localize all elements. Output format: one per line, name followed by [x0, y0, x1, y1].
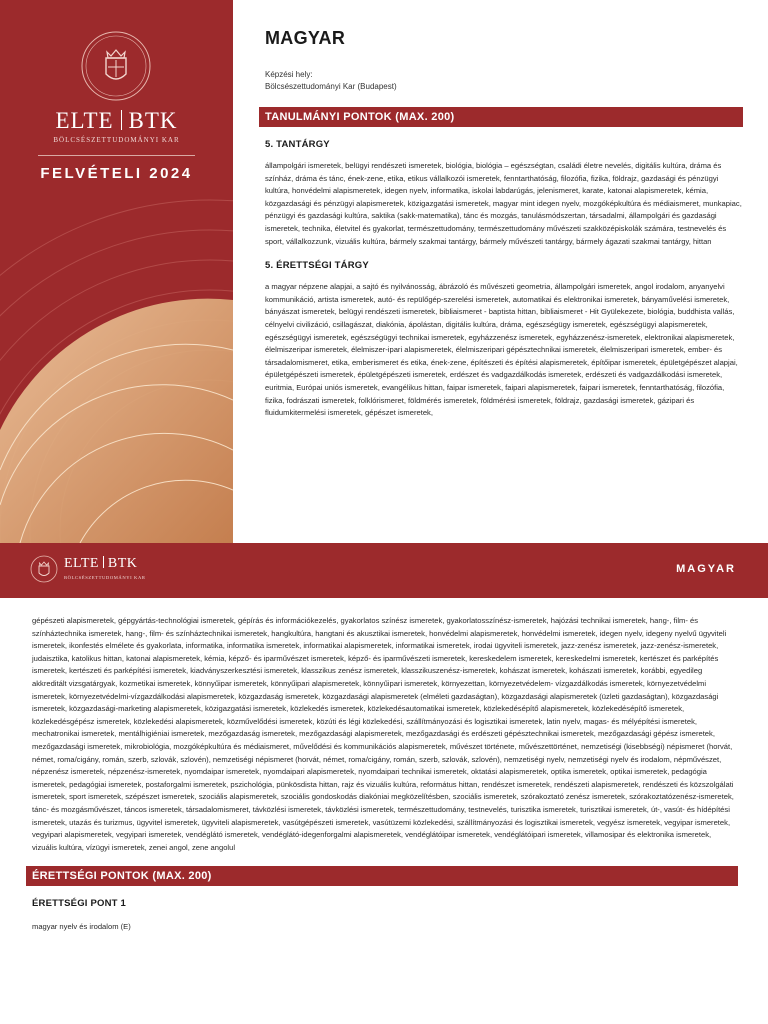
exam-point-one-heading: ÉRETTSÉGI PONT 1: [32, 898, 126, 910]
fifth-exam-subject-list-part2: gépészeti alapismeretek, gépgyártás-technológiai ismeretek, gépírás és információkezelés, gyakorlatos színész ismeretek, gyakorlatosszínész-ismeretek, hajózási technikai ismeretek, hang-, film- és színháztechnika ismeretek, hang-, film- és színháztechnikai ismeretek, hangkultúra, hangtani és akusztikai ismeretek, honvédelmi alapismeretek, honvédelmi ismeretek, idegen nyelv, idegeny nyelvű ügyviteli ismeretek, ikonfestés elmélete és gyakorlata, informatika, informatika ismeretek, informatikai alapismeretek, informatikai ismeretek, irodai ügyviteli ismeretek, jazz-zenész ismeretek, jazz-zenész-ismeretek, judaisztika, katolikus hittan, katonai alapismeretek, kémia, képző- és iparművészet ismeretek, képző- és iparművészeti ismeretek, kereskedelem ismeretek, kereskedelmi ismeretek, kertészet és parképítés ismeretek, kertészeti és parképítési ismeretek, kiadványszerkesztési ismeretek, klasszikus zenész ismeretek, klasszikuszenész-ismeretek, kohászat ismeretek, kohászati ismeretek, korábbi, egyedileg akkreditált vizsgatárgyak, kozmetikai ismeretek, könnyűipar ismeretek, könnyűipari alapismeretek, könnyűipari ismeretek, környezettan, környezetvédelem- vízgazdálkodás ismeretek, környezetvédelmi ismeretek, környezetvédelmi-vízgazdálkodási alapismeretek, közgazdaság ismeretek, közgazdasági alapismeretek (elméleti gazdaságtan), közgazdasági alapismeretek (üzleti gazdaságtan), közgazdasági ismeretek, közgazdasági-marketing alapismeretek, közigazgatási ismeretek, közlekedés ismeretek, közlekedésautomatikai ismeretek, közlekedésépítő alapismeretek, közlekedésépítő ismeretek, közlekedésgépész ismeretek, közlekedési alapismeretek, közművelődési ismeretek, közúti és légi közlekedési, szállítmányozási és logisztikai ismeretek, latin nyelv, magas- és mélyépítési ismeretek, mechatronikai ismeretek, mentálhigiéniai ismeretek, mezőgazdaság ismeretek, mezőgazdasági alapismeretek, mezőgazdasági és erdészeti gépésztechnikai ismeretek, mezőgazdasági gépész ismeretek, mezőgazdasági ismeretek, mikrobiológia, mozgóképkultúra és médiaismeret, művelődési és kommunikációs alapismeretek, művészet története, művészettörténet, nemzetiségi (kisebbségi) népismeret (horvát, német, roma/cigány, román, szerb, szlovák, szlovén), nemzetiségi népismeret (horvát, német, roma/cigány, román, szerb, szlovák, szlovén), nemzetiségi nyelv, nemzetiségi nyelv és irodalom, népművészet, népzenész ismeretek, népzenész-ismeretek, nyomdaipar ismeretek, nyomdaipari alapismeretek, nyomdaipari technikai ismeretek, oktatási alapismeretek, optika ismeretek, optikai ismeretek, pedagógia ismeretek, pedagógiai ismeretek, postaforgalmi ismeretek, pszichológia, pünkösdista hittan, rajz és vizuális kultúra, református hittan, rendészet ismeretek, rendészeti alapismeretek, rendészeti és közszolgálati ismeretek, sport ismeretek, szépészet ismeretek, szociális alapismeretek, szociális gondoskodás diakóniai megközelítésben, szociális ismeretek, szórakoztató zenész ismeretek, szórakoztatózenész-ismeretek, tánc- és mozgásművészet, táncos ismeretek, társadalomismeret, távközlési ismeretek, távközlési ismeretek, természettudomány, testnevelés, turisztika ismeretek, turisztikai ismeretek, út-, vasút- és hídépítési ismeretek, utazás és turizmus, ügyvitel ismeretek, ügyviteli alapismeretek, vasútgépészeti ismeretek, vasútüzemi közlekedési, szállítmányozási és logisztikai ismeretek, vegyész ismeretek, vegyipar ismeretek, vegyipari alapismeretek, vegyipari ismeretek, vendéglátó ismeretek, vendéglátó-idegenforgalmi alapismeretek, vendéglátóipar ismeretek, vendéglátóipari ismeretek, villamosipar és elektronika ismeretek, vizuális kultúra, vízügyi ismeretek, zenei angol, zene angolul: [32, 616, 734, 852]
band-brand-wordmark: [64, 556, 137, 572]
cover-panel: [0, 0, 233, 543]
university-seal-icon: [30, 555, 58, 583]
training-place-value: Bölcsészettudományi Kar (Budapest): [265, 82, 397, 91]
fifth-subject-list: állampolgári ismeretek, belügyi rendészeti ismeretek, biológia, biológia – egészségtan, családi életre nevelés, digitális kultúra, dráma és színház, dráma és tánc, ének-zene, etika, etikus vállalkozói ismeretek, fenntarthatóság, filozófia, fizika, földrajz, gazdasági és pénzügyi kultúra, honvédelmi alapismeretek, idegen nyelv, informatika, iskolai labdarúgás, jelenismeret, karate, katonai alapismeretek, kémia, közgazdasági és pénzügyi alapismeretek, közigazgatási ismeretek, magyar mint idegen nyelv, mozgóképkultúra és médiaismeret, munkapiac, pénzügyi és gazdasági kultúra, saktika (sakk-matematika), tánc és mozgás, tanulásmódszertan, társadalmi, állampolgári és gazdasági ismeretek, technika, életvitel és gyakorlat, természettudomány, természettudomány művészeti szakközépiskolák számára, testnevelés és sport, vállalkozzunk, vizuális kultúra, bármely szakmai tantárgy, bármely művészeti tantárgy, bármely ágazati szakmai tantárgy, hittan: [265, 161, 742, 246]
exam-points-heading: ÉRETTSÉGI PONTOK (MAX. 200): [26, 866, 738, 886]
exam-point-one-item: magyar nyelv és irodalom (E): [32, 922, 131, 932]
brand-left: ELTE: [55, 108, 114, 133]
brand-subtitle: BÖLCSÉSZETTUDOMÁNYI KAR: [53, 136, 180, 144]
page-two-content: [32, 615, 738, 934]
band-brand-divider: [103, 556, 104, 568]
brand-right: BTK: [128, 108, 178, 133]
band-brand-right: BTK: [107, 556, 138, 571]
training-place: [265, 69, 743, 93]
cover-divider: [38, 155, 195, 156]
page-two-header: [0, 543, 768, 598]
study-points-heading: TANULMÁNYI PONTOK (MAX. 200): [259, 107, 743, 127]
admission-year-title: FELVÉTELI 2024: [40, 165, 193, 182]
band-page-title: MAGYAR: [676, 563, 736, 575]
fifth-subject-heading: 5. TANTÁRGY: [265, 139, 330, 150]
brand-wordmark: [0, 108, 233, 134]
fifth-exam-subject-heading: 5. ÉRETTSÉGI TÁRGY: [265, 260, 369, 272]
band-brand-left: ELTE: [64, 556, 99, 571]
training-place-label: Képzési hely:: [265, 70, 313, 79]
university-seal-icon: [80, 30, 152, 102]
page-one-content: [265, 28, 743, 420]
band-brand-subtitle: BÖLCSÉSZETTUDOMÁNYI KAR: [64, 575, 146, 580]
page-title: MAGYAR: [265, 28, 346, 48]
brand-divider: [121, 110, 122, 130]
fifth-exam-subject-list-part1: a magyar népzene alapjai, a sajtó és nyilvánosság, ábrázoló és művészeti geometria, állampolgári ismeretek, angol irodalom, anyanyelvi kommunikáció, artista ismeretek, autó- és repülőgép-szerelési ismeretek, automatikai és elektronikai ismeretek, bányaművelési ismeretek, bányászat ismeretek, belügyi rendészeti ismeretek, bibliaismeret - baptista hittan, bibliaismeret - Hit Gyülekezete, biológia, buddhista vallás, célnyelvi civilizáció, csillagászat, diakónia, ápolástan, digitális kultúra, dráma, egészségügy ismeretek, egészségügyi alapismeretek, egészségügyi ismeretek, egészségügyi technikai ismeretek, egyházzenész ismeretek, egyházzenész-ismeretek, elektronikai alapismeretek, élelmiszeripar ismeretek, élelmiszer-ipari alapismeretek, élelmiszeripari gépésztechnikai ismeretek, élelmiszeripari ismeretek, ember- és társadalomismeret, etika, emberismeret és etika, ének-zene, építészeti és építési alapismeretek, építőipar ismeretek, épületgépészet alapjai, épületgépészeti ismeretek, épületgépészeti ismeretek, erdészet és vadgazdálkodás ismeretek, erdészeti és vadgazdálkodási ismeretek, euritmia, Európai uniós ismeretek, evangélikus hittan, faipar ismeretek, faipari alapismeretek, faipari ismeretek, fenntarthatóság, filozófia, fizika, fodrászati ismeretek, folklórismeret, földmérés ismeretek, földmérési ismeretek, földrajz, gazdasági ismeretek, gázipari és fluidumkitermelési ismeretek, gépészet ismeretek,: [265, 282, 738, 418]
